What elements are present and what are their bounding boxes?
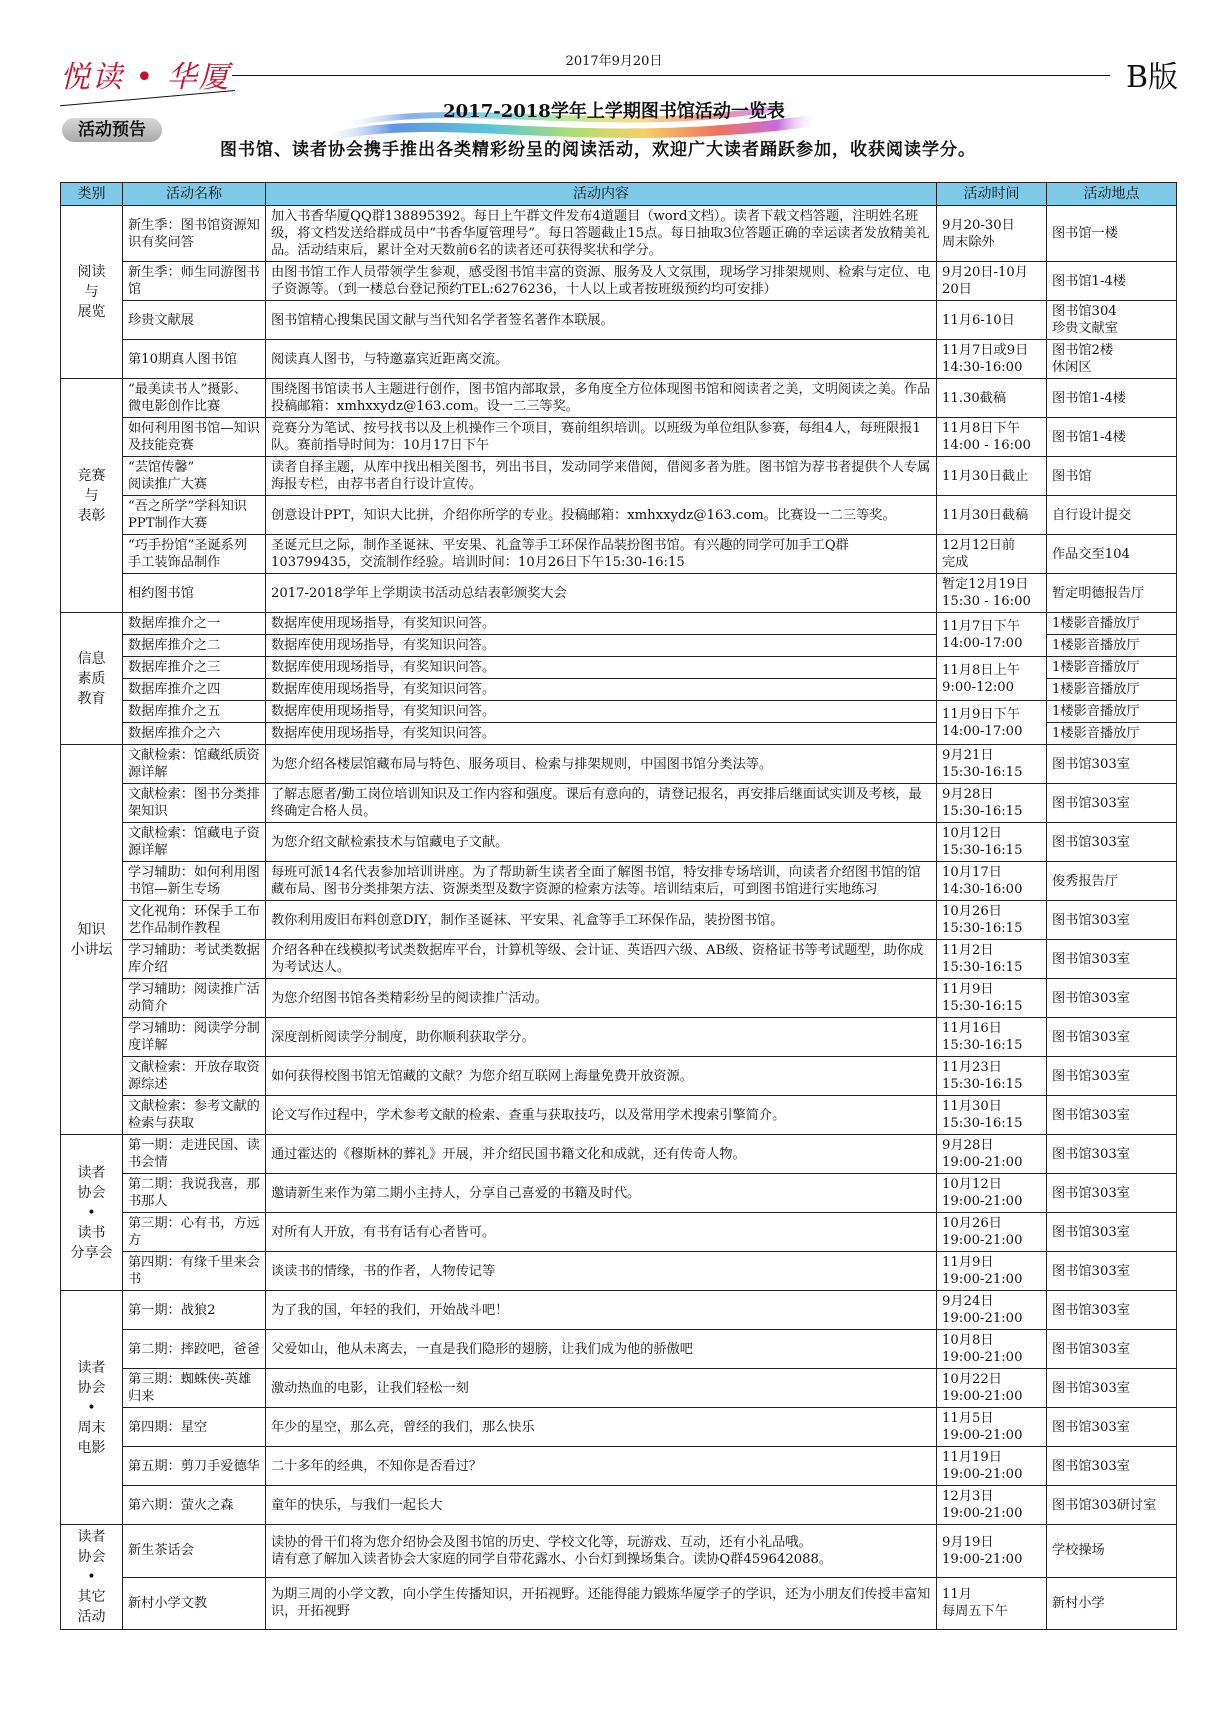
activity-time-cell: 11月6-10日 <box>937 301 1047 340</box>
activity-name-cell: 第一期：走进民国、读书会情 <box>123 1135 266 1174</box>
activity-content-cell: 通过霍达的《穆斯林的葬礼》开展，并介绍民国书籍文化和成就，还有传奇人物。 <box>266 1135 937 1174</box>
activity-time-cell: 10月26日 19:00-21:00 <box>937 1213 1047 1252</box>
activity-content-cell: 深度剖析阅读学分制度，助你顺利获取学分。 <box>266 1018 937 1057</box>
table-row <box>61 613 1177 635</box>
activity-time-cell: 10月26日 15:30-16:15 <box>937 901 1047 940</box>
activity-time-cell: 10月22日 19:00-21:00 <box>937 1369 1047 1408</box>
activity-place-cell: 图书馆303室 <box>1047 823 1177 862</box>
activity-time-cell: 11月30日 15:30-16:15 <box>937 1096 1047 1135</box>
activity-time-cell: 11月9日 15:30-16:15 <box>937 979 1047 1018</box>
table-row <box>61 823 1177 862</box>
activity-name-cell: 如何利用图书馆—知识及技能竞赛 <box>123 418 266 457</box>
activity-content-cell: 为您介绍文献检索技术与馆藏电子文献。 <box>266 823 937 862</box>
activity-content-cell: 数据库使用现场指导，有奖知识问答。 <box>266 657 937 679</box>
activity-name-cell: 新生季：师生同游图书馆 <box>123 262 266 301</box>
activity-content-cell: 数据库使用现场指导，有奖知识问答。 <box>266 613 937 635</box>
activity-place-cell: 图书馆303室 <box>1047 1291 1177 1330</box>
activity-name-cell: 学习辅助：阅读推广活动简介 <box>123 979 266 1018</box>
activity-content-cell: 2017-2018学年上学期读书活动总结表彰颁奖大会 <box>266 574 937 613</box>
activity-name-cell: 文献检索：馆藏纸质资源详解 <box>123 745 266 784</box>
table-body <box>61 206 1177 1630</box>
table-row <box>61 1577 1177 1630</box>
table-row <box>61 701 1177 723</box>
activity-content-cell: 论文写作过程中，学术参考文献的检索、查重与获取技巧，以及常用学术搜索引擎简介。 <box>266 1096 937 1135</box>
table-row <box>61 206 1177 262</box>
activity-name-cell: 数据库推介之六 <box>123 723 266 745</box>
activity-time-cell: 11月2日 15:30-16:15 <box>937 940 1047 979</box>
activity-place-cell: 图书馆303室 <box>1047 1330 1177 1369</box>
category-cell: 知识 小讲坛 <box>61 745 123 1135</box>
activity-place-cell: 图书馆303室 <box>1047 1135 1177 1174</box>
activity-time-cell: 11月30日截止 <box>937 457 1047 496</box>
activity-name-cell: 第三期：蜘蛛侠-英雄归来 <box>123 1369 266 1408</box>
activity-place-cell: 图书馆303室 <box>1047 1369 1177 1408</box>
activity-time-cell: 11月 每周五下午 <box>937 1577 1047 1630</box>
activity-time-cell: 10月12日 15:30-16:15 <box>937 823 1047 862</box>
activity-name-cell: 第四期：星空 <box>123 1408 266 1447</box>
category-cell: 读者 协会 • 周末 电影 <box>61 1291 123 1525</box>
activity-name-cell: 珍贵文献展 <box>123 301 266 340</box>
table-row <box>61 1369 1177 1408</box>
header-logo: 悦读 • 华厦 <box>60 60 231 95</box>
table-row <box>61 535 1177 574</box>
activity-name-cell: 第五期：剪刀手爱德华 <box>123 1447 266 1486</box>
activity-place-cell: 图书馆303室 <box>1047 1213 1177 1252</box>
table-row <box>61 1291 1177 1330</box>
activity-name-cell: 数据库推介之二 <box>123 635 266 657</box>
activity-content-cell: 为了我的国，年轻的我们，开始战斗吧！ <box>266 1291 937 1330</box>
activity-content-cell: 为您介绍各楼层馆藏布局与特色、服务项目、检索与排架规则，中国图书馆分类法等。 <box>266 745 937 784</box>
table-row <box>61 340 1177 379</box>
activity-name-cell: 第二期：摔跤吧，爸爸 <box>123 1330 266 1369</box>
activity-time-cell: 11月16日 15:30-16:15 <box>937 1018 1047 1057</box>
category-cell: 读者 协会 • 其它 活动 <box>61 1525 123 1630</box>
activity-place-cell: 俊秀报告厅 <box>1047 862 1177 901</box>
activity-place-cell: 1楼影音播放厅 <box>1047 701 1177 723</box>
activity-content-cell: 了解志愿者/勤工岗位培训知识及工作内容和强度。课后有意向的，请登记报名，再安排后继面试实训及考核，最终确定合格人员。 <box>266 784 937 823</box>
table-row <box>61 1447 1177 1486</box>
activity-name-cell: 文献检索：馆藏电子资源详解 <box>123 823 266 862</box>
activity-content-cell: 谈读书的情缘，书的作者，人物传记等 <box>266 1252 937 1291</box>
activity-name-cell: 数据库推介之三 <box>123 657 266 679</box>
activity-name-cell: 新生茶话会 <box>123 1525 266 1578</box>
table-row <box>61 262 1177 301</box>
activity-time-cell: 11月19日 19:00-21:00 <box>937 1447 1047 1486</box>
activity-content-cell: 圣诞元旦之际，制作圣诞袜、平安果、礼盒等手工环保作品装扮图书馆。有兴趣的同学可加手工Q群103799435，交流制作经验。培训时间：10月26日下午15:30-16:15 <box>266 535 937 574</box>
activity-content-cell: 为期三周的小学文教，向小学生传播知识，开拓视野。还能得能力锻炼华厦学子的学识，还为小朋友们传授丰富知识，开拓视野 <box>266 1577 937 1630</box>
table-row <box>61 1408 1177 1447</box>
activity-place-cell: 图书馆 <box>1047 457 1177 496</box>
activity-content-cell: 数据库使用现场指导，有奖知识问答。 <box>266 679 937 701</box>
category-cell: 竞赛 与 表彰 <box>61 379 123 613</box>
activity-content-cell: 每班可派14名代表参加培训讲座。为了帮助新生读者全面了解图书馆，特安排专场培训，向读者介绍图书馆的馆藏布局、图书分类排架方法、资源类型及数字资源的检索方法等。培训结束后，可到图书馆进行实地练习 <box>266 862 937 901</box>
activity-content-cell: 二十多年的经典，不知你是否看过？ <box>266 1447 937 1486</box>
column-header: 活动地点 <box>1047 183 1177 206</box>
activity-time-cell: 10月17日 14:30-16:00 <box>937 862 1047 901</box>
activity-content-cell: 教你利用废旧布料创意DIY，制作圣诞袜、平安果、礼盒等手工环保作品，装扮图书馆。 <box>266 901 937 940</box>
activity-place-cell: 1楼影音播放厅 <box>1047 613 1177 635</box>
activity-name-cell: 第10期真人图书馆 <box>123 340 266 379</box>
activity-place-cell: 学校操场 <box>1047 1525 1177 1578</box>
activity-name-cell: 数据库推介之一 <box>123 613 266 635</box>
table-row <box>61 784 1177 823</box>
header-date: 2017年9月20日 <box>565 54 663 69</box>
table-row <box>61 1057 1177 1096</box>
table-row <box>61 1486 1177 1525</box>
activity-place-cell: 图书馆1-4楼 <box>1047 418 1177 457</box>
table-row <box>61 657 1177 679</box>
table-row <box>61 1330 1177 1369</box>
activity-name-cell: 第一期：战狼2 <box>123 1291 266 1330</box>
activity-place-cell: 图书馆1-4楼 <box>1047 379 1177 418</box>
page-title: 2017-2018学年上学期图书馆活动一览表 <box>443 101 785 122</box>
activity-content-cell: 为您介绍图书馆各类精彩纷呈的阅读推广活动。 <box>266 979 937 1018</box>
activity-content-cell: 如何获得校图书馆无馆藏的文献？为您介绍互联网上海量免费开放资源。 <box>266 1057 937 1096</box>
activity-name-cell: 相约图书馆 <box>123 574 266 613</box>
activity-content-cell: 童年的快乐，与我们一起长大 <box>266 1486 937 1525</box>
table-row <box>61 496 1177 535</box>
activity-name-cell: 文化视角：环保手工布艺作品制作教程 <box>123 901 266 940</box>
header-edition: B版 <box>1125 60 1178 95</box>
activity-time-cell: 11月9日下午 14:00-17:00 <box>937 701 1047 745</box>
activity-name-cell: 第六期：萤火之森 <box>123 1486 266 1525</box>
table-row <box>61 1096 1177 1135</box>
activity-content-cell: 由图书馆工作人员带领学生参观，感受图书馆丰富的资源、服务及人文氛围，现场学习排架规则、检索与定位、电子资源等。（到一楼总台登记预约TEL:6276236，十人以上或者按班级预约均可安排） <box>266 262 937 301</box>
activity-name-cell: 学习辅助：如何利用图书馆—新生专场 <box>123 862 266 901</box>
activity-place-cell: 暂定明德报告厅 <box>1047 574 1177 613</box>
activity-content-cell: 竞赛分为笔试、按号找书以及上机操作三个项目，赛前组织培训。以班级为单位组队参赛，每组4人，每班限报1队。赛前指导时间为：10月17日下午 <box>266 418 937 457</box>
column-header: 活动时间 <box>937 183 1047 206</box>
activity-content-cell: 加入书香华厦QQ群138895392。每日上午群文件发布4道题目（word文档）。读者下载文档答题，注明姓名班级，将文档发送给群成员中“书香华厦管理号”。每日答题截止15点。每日抽取3位答题正确的幸运读者发放精美礼品。活动结束后，累计全对天数前6名的读者还可获得奖状和学分。 <box>266 206 937 262</box>
activity-place-cell: 新村小学 <box>1047 1577 1177 1630</box>
table-row <box>61 418 1177 457</box>
activity-place-cell: 图书馆304 珍贵文献室 <box>1047 301 1177 340</box>
activity-content-cell: 介绍各种在线模拟考试类数据库平台，计算机等级、会计证、英语四六级、AB级、资格证书等考试题型，助你成为考试达人。 <box>266 940 937 979</box>
activity-name-cell: 数据库推介之五 <box>123 701 266 723</box>
activity-name-cell: 第二期：我说我喜，那书那人 <box>123 1174 266 1213</box>
activity-place-cell: 图书馆303室 <box>1047 1252 1177 1291</box>
table-row <box>61 574 1177 613</box>
activity-place-cell: 图书馆303室 <box>1047 1408 1177 1447</box>
activity-time-cell: 9月19日 19:00-21:00 <box>937 1525 1047 1578</box>
activity-place-cell: 1楼影音播放厅 <box>1047 679 1177 701</box>
activity-name-cell: 文献检索：参考文献的检索与获取 <box>123 1096 266 1135</box>
activity-name-cell: “最美读书人”摄影、微电影创作比赛 <box>123 379 266 418</box>
activity-name-cell: 文献检索：开放存取资源综述 <box>123 1057 266 1096</box>
category-cell: 读者 协会 • 读书 分享会 <box>61 1135 123 1291</box>
activity-time-cell: 暂定12月19日 15:30 - 16:00 <box>937 574 1047 613</box>
category-cell: 信息 素质 教育 <box>61 613 123 745</box>
activity-table <box>60 182 1177 1630</box>
table-row <box>61 379 1177 418</box>
activity-place-cell: 1楼影音播放厅 <box>1047 635 1177 657</box>
table-row <box>61 1213 1177 1252</box>
table-row <box>61 862 1177 901</box>
activity-content-cell: 年少的星空，那么亮，曾经的我们，那么快乐 <box>266 1408 937 1447</box>
activity-name-cell: 文献检索：图书分类排架知识 <box>123 784 266 823</box>
activity-content-cell: 激动热血的电影，让我们轻松一刻 <box>266 1369 937 1408</box>
activity-time-cell: 11月8日下午 14:00 - 16:00 <box>937 418 1047 457</box>
category-cell: 阅读 与 展览 <box>61 206 123 379</box>
activity-name-cell: 学习辅助：考试类数据库介绍 <box>123 940 266 979</box>
activity-content-cell: 围绕图书馆读书人主题进行创作，图书馆内部取景，多角度全方位体现图书馆和阅读者之美，文明阅读之美。作品投稿邮箱：xmhxxydz@163.com。设一二三等奖。 <box>266 379 937 418</box>
table-row <box>61 1252 1177 1291</box>
table-row <box>61 940 1177 979</box>
activity-place-cell: 图书馆1-4楼 <box>1047 262 1177 301</box>
activity-name-cell: 数据库推介之四 <box>123 679 266 701</box>
activity-name-cell: 第三期：心有书，方远方 <box>123 1213 266 1252</box>
activity-name-cell: 学习辅助：阅读学分制度详解 <box>123 1018 266 1057</box>
activity-time-cell: 11月7日或9日 14:30-16:00 <box>937 340 1047 379</box>
activity-content-cell: 创意设计PPT，知识大比拼，介绍你所学的专业。投稿邮箱：xmhxxydz@163.com。比赛设一二三等奖。 <box>266 496 937 535</box>
activity-time-cell: 12月12日前 完成 <box>937 535 1047 574</box>
activity-name-cell: “巧手扮馆”圣诞系列手工装饰品制作 <box>123 535 266 574</box>
activity-name-cell: 第四期：有缘千里来会书 <box>123 1252 266 1291</box>
activity-place-cell: 图书馆303室 <box>1047 1057 1177 1096</box>
activity-content-cell: 阅读真人图书，与特邀嘉宾近距离交流。 <box>266 340 937 379</box>
activity-content-cell: 数据库使用现场指导，有奖知识问答。 <box>266 723 937 745</box>
activity-time-cell: 11月23日 15:30-16:15 <box>937 1057 1047 1096</box>
activity-time-cell: 9月28日 15:30-16:15 <box>937 784 1047 823</box>
column-header: 类别 <box>61 183 123 206</box>
activity-time-cell: 11.30截稿 <box>937 379 1047 418</box>
table-row <box>61 745 1177 784</box>
activity-place-cell: 1楼影音播放厅 <box>1047 657 1177 679</box>
activity-content-cell: 图书馆精心搜集民国文献与当代知名学者签名著作本联展。 <box>266 301 937 340</box>
activity-name-cell: 新生季：图书馆资源知识有奖问答 <box>123 206 266 262</box>
table-row <box>61 901 1177 940</box>
activity-time-cell: 9月20-30日 周末除外 <box>937 206 1047 262</box>
activity-place-cell: 自行设计提交 <box>1047 496 1177 535</box>
activity-place-cell: 图书馆303室 <box>1047 940 1177 979</box>
activity-content-cell: 数据库使用现场指导，有奖知识问答。 <box>266 635 937 657</box>
activity-content-cell: 读协的骨干们将为您介绍协会及图书馆的历史、学校文化等，玩游戏、互动，还有小礼品哦。 请有意了解加入读者协会大家庭的同学自带花露水、小台灯到操场集合。读协Q群459642088。 <box>266 1525 937 1578</box>
activity-place-cell: 图书馆303室 <box>1047 979 1177 1018</box>
table-row <box>61 1018 1177 1057</box>
activity-content-cell: 数据库使用现场指导，有奖知识问答。 <box>266 701 937 723</box>
table-header-row <box>61 183 1177 206</box>
activity-time-cell: 11月5日 19:00-21:00 <box>937 1408 1047 1447</box>
activity-place-cell: 图书馆303室 <box>1047 1447 1177 1486</box>
activity-place-cell: 图书馆303室 <box>1047 1018 1177 1057</box>
activity-place-cell: 图书馆303室 <box>1047 901 1177 940</box>
table-row <box>61 1135 1177 1174</box>
activity-time-cell: 10月12日 19:00-21:00 <box>937 1174 1047 1213</box>
activity-name-cell: 新村小学文教 <box>123 1577 266 1630</box>
header-rule <box>232 75 1110 76</box>
table-row <box>61 979 1177 1018</box>
subtitle: 图书馆、读者协会携手推出各类精彩纷呈的阅读活动，欢迎广大读者踊跃参加，收获阅读学分。 <box>220 140 976 160</box>
activity-place-cell: 图书馆一楼 <box>1047 206 1177 262</box>
activity-time-cell: 12月3日 19:00-21:00 <box>937 1486 1047 1525</box>
activity-name-cell: “芸馆传馨” 阅读推广大赛 <box>123 457 266 496</box>
activity-content-cell: 邀请新生来作为第二期小主持人，分享自己喜爱的书籍及时代。 <box>266 1174 937 1213</box>
table-row <box>61 301 1177 340</box>
activity-time-cell: 11月8日上午 9:00-12:00 <box>937 657 1047 701</box>
activity-place-cell: 1楼影音播放厅 <box>1047 723 1177 745</box>
activity-place-cell: 作品交至104 <box>1047 535 1177 574</box>
activity-time-cell: 11月9日 19:00-21:00 <box>937 1252 1047 1291</box>
table-row <box>61 457 1177 496</box>
table-row <box>61 1525 1177 1578</box>
column-header: 活动名称 <box>123 183 266 206</box>
activity-content-cell: 对所有人开放，有书有话有心者皆可。 <box>266 1213 937 1252</box>
column-header: 活动内容 <box>266 183 937 206</box>
table-row <box>61 1174 1177 1213</box>
activity-content-cell: 父爱如山，他从未离去，一直是我们隐形的翅膀，让我们成为他的骄傲吧 <box>266 1330 937 1369</box>
preview-tag: 活动预告 <box>62 118 162 142</box>
activity-time-cell: 11月7日下午 14:00-17:00 <box>937 613 1047 657</box>
activity-place-cell: 图书馆303室 <box>1047 784 1177 823</box>
activity-place-cell: 图书馆303室 <box>1047 745 1177 784</box>
activity-time-cell: 9月28日 19:00-21:00 <box>937 1135 1047 1174</box>
activity-place-cell: 图书馆303室 <box>1047 1174 1177 1213</box>
activity-place-cell: 图书馆303研讨室 <box>1047 1486 1177 1525</box>
activity-time-cell: 9月21日 15:30-16:15 <box>937 745 1047 784</box>
activity-content-cell: 读者自择主题，从库中找出相关图书，列出书目，发动同学来借阅，借阅多者为胜。图书馆为荐书者提供个人专属海报专栏，由荐书者自行设计宣传。 <box>266 457 937 496</box>
activity-place-cell: 图书馆2楼 休闲区 <box>1047 340 1177 379</box>
activity-time-cell: 11月30日截稿 <box>937 496 1047 535</box>
activity-time-cell: 9月24日 19:00-21:00 <box>937 1291 1047 1330</box>
activity-name-cell: “吾之所学”学科知识PPT制作大赛 <box>123 496 266 535</box>
activity-time-cell: 10月8日 19:00-21:00 <box>937 1330 1047 1369</box>
activity-place-cell: 图书馆303室 <box>1047 1096 1177 1135</box>
activity-time-cell: 9月20日-10月20日 <box>937 262 1047 301</box>
